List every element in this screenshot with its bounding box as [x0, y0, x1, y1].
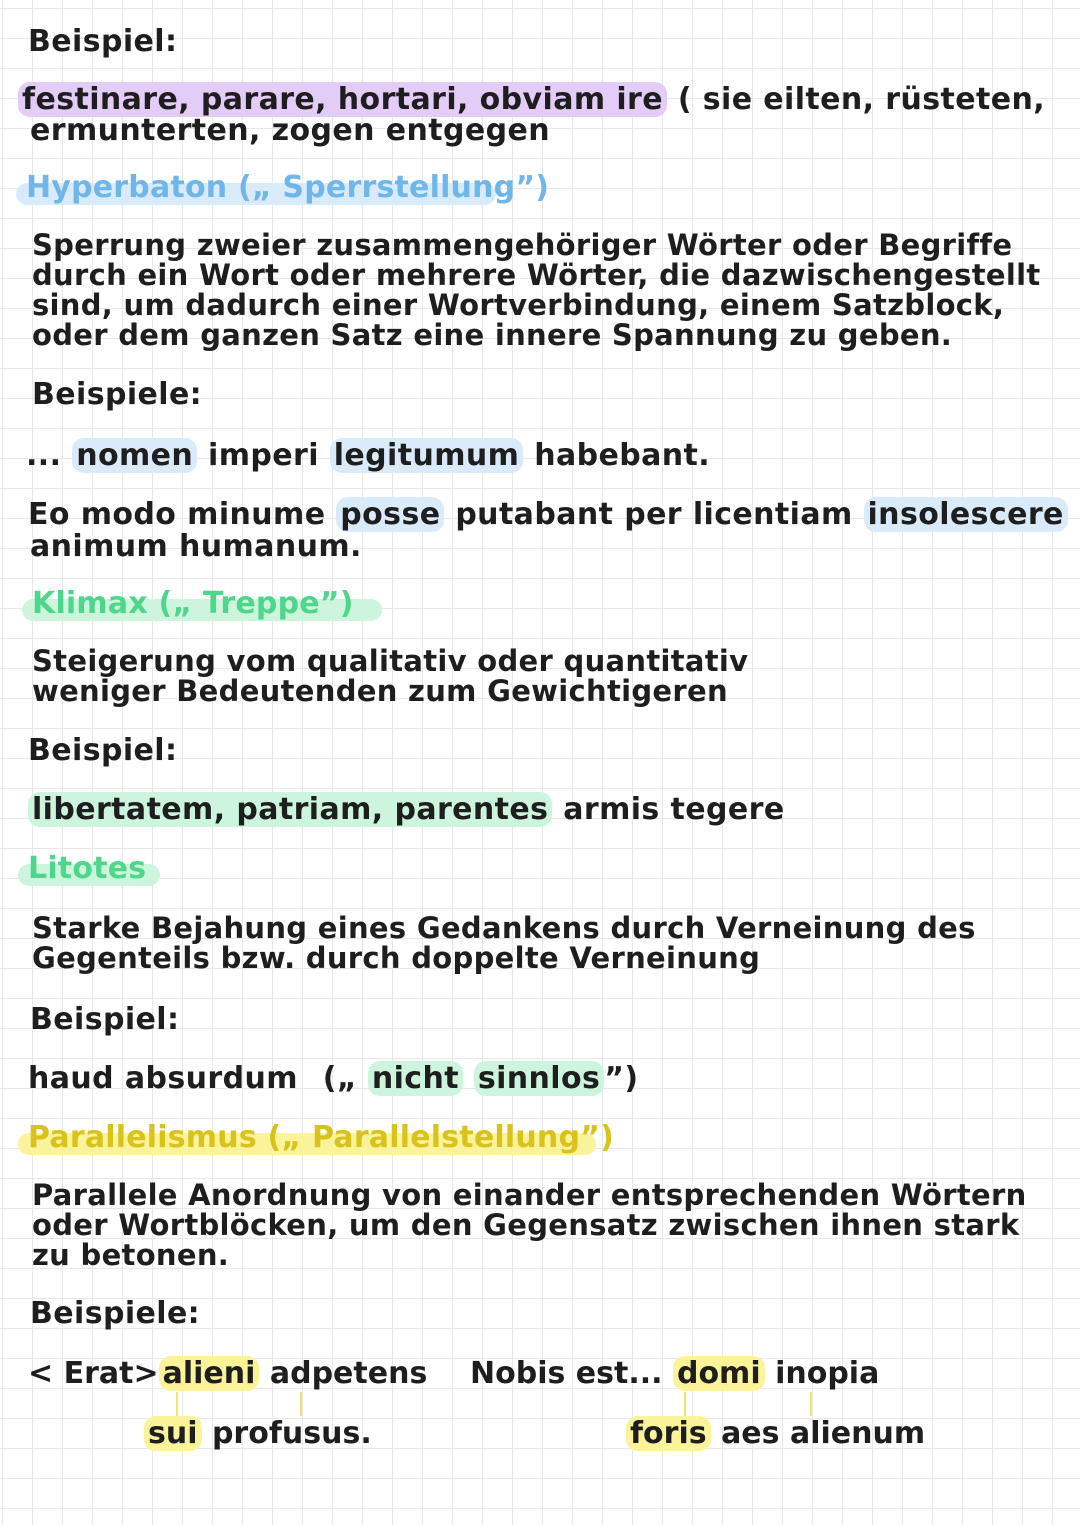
quote-open: („ — [322, 1061, 357, 1096]
highlight-text: domi — [673, 1356, 765, 1391]
highlight-text: legitumum — [330, 438, 524, 473]
example-line — [144, 1416, 372, 1451]
example-line — [26, 438, 710, 473]
section-heading-klimax: Klimax („ Treppe”) — [32, 586, 354, 621]
example-line-2: ermunterten, zogen entgegen — [30, 113, 551, 148]
example-label: Beispiel: — [30, 1002, 180, 1037]
example-prefix: Nobis est... — [470, 1356, 663, 1391]
example-word: inopia — [775, 1356, 880, 1391]
example-line — [470, 1356, 879, 1391]
example-word: minume — [187, 497, 326, 532]
example-word: adpetens — [269, 1356, 428, 1391]
section-heading-parallelismus: Parallelismus („ Parallelstellung”) — [28, 1120, 614, 1155]
highlight-text: sui — [144, 1416, 202, 1451]
definition-hyperbaton: Sperrung zweier zusammengehöriger Wörter oder Begriffe durch ein Wort oder mehrere Wörter, die dazwischengestellt sind, um dadurch einer Wortverbindung, einem Satzblock, oder dem ganzen Satz eine innere Spannung zu geben. — [32, 228, 1041, 352]
definition-litotes: Starke Bejahung eines Gedankens durch Verneinung des Gegenteils bzw. durch doppelte Verneinung — [32, 911, 976, 975]
connector-line — [300, 1392, 302, 1416]
example-word: putabant per licentiam — [455, 497, 853, 532]
highlight-text: foris — [626, 1416, 711, 1451]
example-label: Beispiel: — [28, 24, 178, 59]
example-word: profusus. — [211, 1416, 372, 1451]
example-line — [28, 1356, 427, 1391]
example-translation: ( sie eilten, rüsteten, — [666, 82, 1046, 117]
example-line — [28, 792, 785, 827]
section-heading-hyperbaton: Hyperbaton („ Sperrstellung”) — [26, 170, 550, 205]
example-word: armis tegere — [552, 792, 785, 827]
connector-line — [810, 1392, 812, 1416]
quote-close: ”) — [604, 1061, 639, 1096]
example-line — [18, 82, 1045, 117]
highlight-text: alieni — [159, 1356, 260, 1391]
highlight-text: nomen — [72, 438, 197, 473]
ellipsis-text: ... — [26, 438, 62, 473]
connector-line — [176, 1392, 178, 1416]
example-prefix: < Erat> — [28, 1356, 159, 1391]
example-line — [28, 497, 1068, 532]
example-word: habebant. — [534, 438, 711, 473]
example-line — [28, 1061, 638, 1096]
example-word: haud absurdum — [28, 1061, 298, 1096]
example-word: Eo modo — [28, 497, 177, 532]
example-line — [626, 1416, 925, 1451]
example-word: imperi — [208, 438, 319, 473]
example-label: Beispiel: — [28, 733, 178, 768]
highlight-text: libertatem, patriam, parentes — [28, 792, 552, 827]
example-label: Beispiele: — [32, 377, 203, 412]
example-word: aes alienum — [721, 1416, 926, 1451]
example-label: Beispiele: — [30, 1296, 201, 1331]
highlight-text: posse — [336, 497, 444, 532]
highlight-text: sinnlos — [474, 1061, 604, 1096]
highlight-text: insolescere — [864, 497, 1068, 532]
definition-klimax: Steigerung vom qualitativ oder quantitativ weniger Bedeutenden zum Gewichtigeren — [32, 644, 749, 708]
definition-parallelismus: Parallele Anordnung von einander entsprechenden Wörtern oder Wortblöcken, um den Gegensatz zwischen ihnen stark zu betonen. — [32, 1178, 1027, 1272]
section-heading-litotes: Litotes — [28, 851, 147, 886]
connector-line — [684, 1392, 686, 1416]
example-line-2: animum humanum. — [30, 529, 362, 564]
highlight-text: nicht — [368, 1061, 463, 1096]
highlight-text: festinare, parare, hortari, obviam ire — [18, 82, 667, 117]
